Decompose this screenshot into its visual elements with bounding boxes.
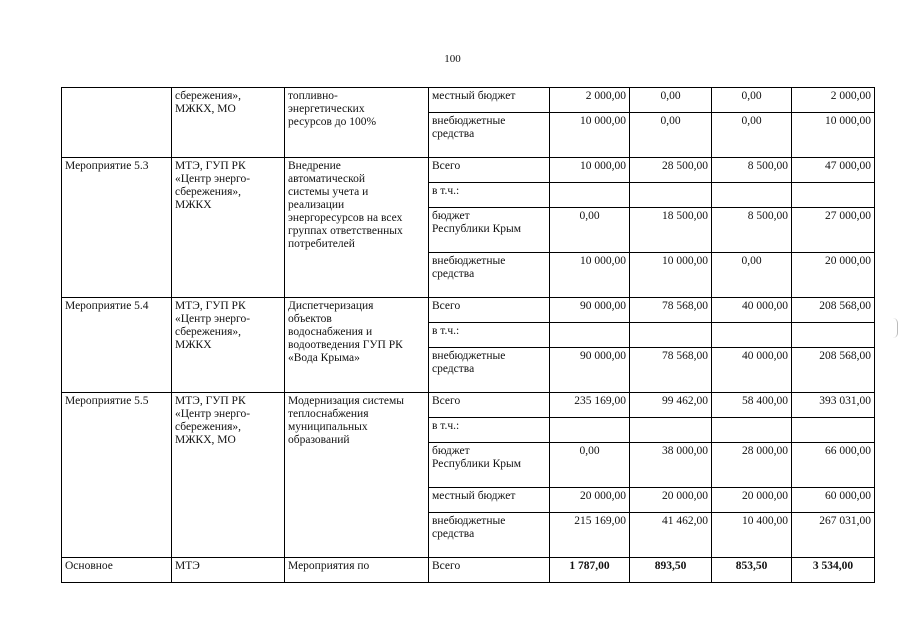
executor-cell: МТЭ, ГУП РК «Центр энерго- сбережения», МЖКХ xyxy=(172,298,285,393)
event-cell: Мероприятие 5.5 xyxy=(62,393,172,558)
funding-source-cell: внебюджетные средства xyxy=(429,113,550,158)
amount-cell xyxy=(712,418,792,443)
amount-cell: 215 169,00 xyxy=(550,513,630,558)
table-row xyxy=(62,393,875,418)
amount-cell: 0,00 xyxy=(550,208,630,253)
table-row xyxy=(62,298,875,323)
funding-source-cell: местный бюджет xyxy=(429,488,550,513)
amount-cell: 10 000,00 xyxy=(792,113,875,158)
measure-name-cell: Внедрение автоматической системы учета и реализации энергоресурсов на всех группах ответственных потребителей xyxy=(285,158,429,298)
amount-cell: 78 568,00 xyxy=(630,298,712,323)
amount-cell: 58 400,00 xyxy=(712,393,792,418)
funding-source-cell: Всего xyxy=(429,558,550,583)
amount-cell: 10 000,00 xyxy=(550,158,630,183)
event-cell: Основное xyxy=(62,558,172,583)
measure-name-cell: топливно- энергетических ресурсов до 100% xyxy=(285,88,429,158)
amount-cell: 0,00 xyxy=(550,443,630,488)
table-row xyxy=(62,158,875,183)
amount-cell: 28 500,00 xyxy=(630,158,712,183)
amount-cell: 0,00 xyxy=(630,88,712,113)
amount-cell: 47 000,00 xyxy=(792,158,875,183)
executor-cell: МТЭ, ГУП РК «Центр энерго- сбережения», МЖКХ xyxy=(172,158,285,298)
amount-cell: 893,50 xyxy=(630,558,712,583)
executor-cell: МТЭ xyxy=(172,558,285,583)
table-row xyxy=(62,88,875,113)
funding-source-cell: внебюджетные средства xyxy=(429,253,550,298)
measure-name-cell: Мероприятия по xyxy=(285,558,429,583)
budget-table xyxy=(61,87,875,583)
amount-cell: 27 000,00 xyxy=(792,208,875,253)
funding-source-cell: внебюджетные средства xyxy=(429,513,550,558)
amount-cell xyxy=(550,183,630,208)
amount-cell xyxy=(792,183,875,208)
amount-cell: 208 568,00 xyxy=(792,348,875,393)
amount-cell: 38 000,00 xyxy=(630,443,712,488)
measure-name-cell: Диспетчеризация объектов водоснабжения и водоотведения ГУП РК «Вода Крыма» xyxy=(285,298,429,393)
amount-cell: 41 462,00 xyxy=(630,513,712,558)
amount-cell: 0,00 xyxy=(712,253,792,298)
amount-cell: 235 169,00 xyxy=(550,393,630,418)
amount-cell: 208 568,00 xyxy=(792,298,875,323)
amount-cell: 20 000,00 xyxy=(550,488,630,513)
funding-source-cell: в т.ч.: xyxy=(429,183,550,208)
amount-cell: 10 000,00 xyxy=(550,253,630,298)
event-cell: Мероприятие 5.4 xyxy=(62,298,172,393)
amount-cell xyxy=(630,183,712,208)
amount-cell: 20 000,00 xyxy=(712,488,792,513)
measure-name-cell: Модернизация системы теплоснабжения муниципальных образований xyxy=(285,393,429,558)
funding-source-cell: бюджет Республики Крым xyxy=(429,443,550,488)
amount-cell: 90 000,00 xyxy=(550,298,630,323)
amount-cell xyxy=(712,323,792,348)
amount-cell: 393 031,00 xyxy=(792,393,875,418)
amount-cell: 10 400,00 xyxy=(712,513,792,558)
amount-cell: 20 000,00 xyxy=(792,253,875,298)
amount-cell: 40 000,00 xyxy=(712,298,792,323)
amount-cell: 10 000,00 xyxy=(550,113,630,158)
table-row xyxy=(62,558,875,583)
amount-cell: 28 000,00 xyxy=(712,443,792,488)
amount-cell: 99 462,00 xyxy=(630,393,712,418)
funding-source-cell: Всего xyxy=(429,298,550,323)
amount-cell: 0,00 xyxy=(630,113,712,158)
funding-source-cell: местный бюджет xyxy=(429,88,550,113)
amount-cell: 40 000,00 xyxy=(712,348,792,393)
scan-edge-mark xyxy=(893,318,898,338)
amount-cell: 78 568,00 xyxy=(630,348,712,393)
executor-cell: сбережения», МЖКХ, МО xyxy=(172,88,285,158)
event-cell: Мероприятие 5.3 xyxy=(62,158,172,298)
amount-cell: 0,00 xyxy=(712,113,792,158)
funding-source-cell: в т.ч.: xyxy=(429,418,550,443)
amount-cell: 0,00 xyxy=(712,88,792,113)
amount-cell xyxy=(630,418,712,443)
page-number: 100 xyxy=(444,53,461,65)
amount-cell: 90 000,00 xyxy=(550,348,630,393)
amount-cell: 8 500,00 xyxy=(712,208,792,253)
executor-cell: МТЭ, ГУП РК «Центр энерго- сбережения», МЖКХ, МО xyxy=(172,393,285,558)
event-cell xyxy=(62,88,172,158)
amount-cell: 3 534,00 xyxy=(792,558,875,583)
funding-source-cell: бюджет Республики Крым xyxy=(429,208,550,253)
amount-cell: 8 500,00 xyxy=(712,158,792,183)
amount-cell xyxy=(792,418,875,443)
amount-cell: 853,50 xyxy=(712,558,792,583)
amount-cell: 20 000,00 xyxy=(630,488,712,513)
amount-cell: 2 000,00 xyxy=(550,88,630,113)
funding-source-cell: внебюджетные средства xyxy=(429,348,550,393)
amount-cell xyxy=(550,323,630,348)
amount-cell xyxy=(550,418,630,443)
amount-cell: 10 000,00 xyxy=(630,253,712,298)
amount-cell xyxy=(630,323,712,348)
amount-cell: 2 000,00 xyxy=(792,88,875,113)
amount-cell xyxy=(712,183,792,208)
amount-cell: 18 500,00 xyxy=(630,208,712,253)
amount-cell: 267 031,00 xyxy=(792,513,875,558)
amount-cell: 66 000,00 xyxy=(792,443,875,488)
amount-cell: 1 787,00 xyxy=(550,558,630,583)
funding-source-cell: Всего xyxy=(429,158,550,183)
funding-source-cell: в т.ч.: xyxy=(429,323,550,348)
amount-cell: 60 000,00 xyxy=(792,488,875,513)
funding-source-cell: Всего xyxy=(429,393,550,418)
amount-cell xyxy=(792,323,875,348)
